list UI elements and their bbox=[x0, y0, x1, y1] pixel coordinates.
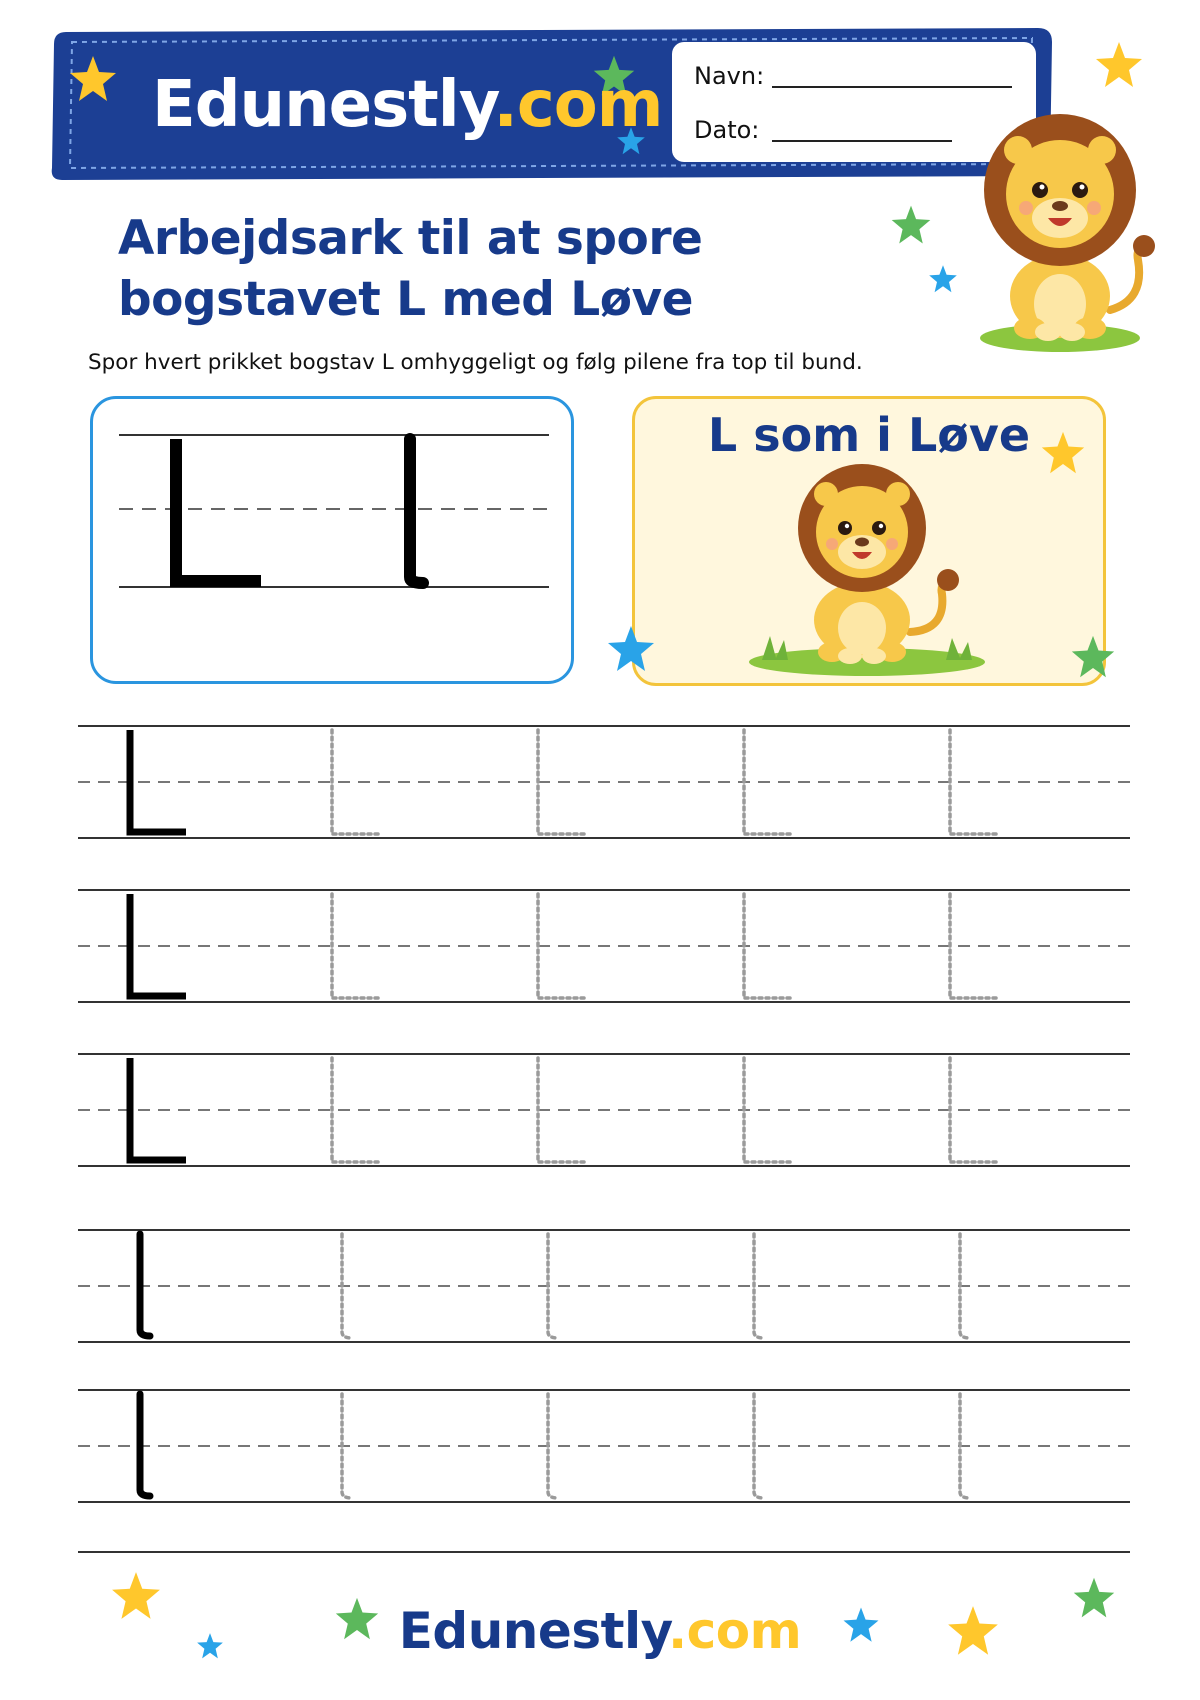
trace-letter[interactable] bbox=[950, 1058, 998, 1162]
footer-brand-name: Edunestly bbox=[398, 1602, 669, 1660]
practice-row bbox=[78, 1390, 1130, 1502]
practice-row bbox=[78, 1230, 1130, 1342]
trace-letter[interactable] bbox=[548, 1394, 558, 1498]
trace-letter[interactable] bbox=[950, 730, 998, 834]
name-label: Navn: bbox=[694, 62, 765, 90]
title-line-1: Arbejdsark til at spore bbox=[118, 211, 703, 266]
instruction-text: Spor hvert prikket bogstav L omhyggeligt og følg pilene fra top til bund. bbox=[88, 350, 863, 375]
brand-tld: .com bbox=[493, 68, 663, 142]
trace-letter[interactable] bbox=[950, 894, 998, 998]
star-icon bbox=[334, 1596, 380, 1642]
star-icon bbox=[842, 1606, 880, 1644]
footer-brand-tld: .com bbox=[668, 1602, 802, 1660]
date-label: Dato: bbox=[694, 116, 760, 144]
practice-row bbox=[78, 726, 1130, 838]
trace-letter[interactable] bbox=[548, 1234, 558, 1338]
practice-row bbox=[78, 890, 1130, 1002]
star-icon bbox=[196, 1632, 224, 1660]
star-icon bbox=[1072, 1576, 1116, 1620]
footer-brand-logo bbox=[0, 1602, 1200, 1660]
star-icon bbox=[110, 1570, 162, 1622]
picture-caption: L som i Løve bbox=[707, 408, 1031, 462]
star-icon bbox=[946, 1604, 1000, 1658]
title-line-2: bogstavet L med Løve bbox=[118, 272, 693, 327]
practice-row bbox=[78, 1054, 1130, 1166]
brand-name: Edunestly bbox=[152, 68, 494, 142]
